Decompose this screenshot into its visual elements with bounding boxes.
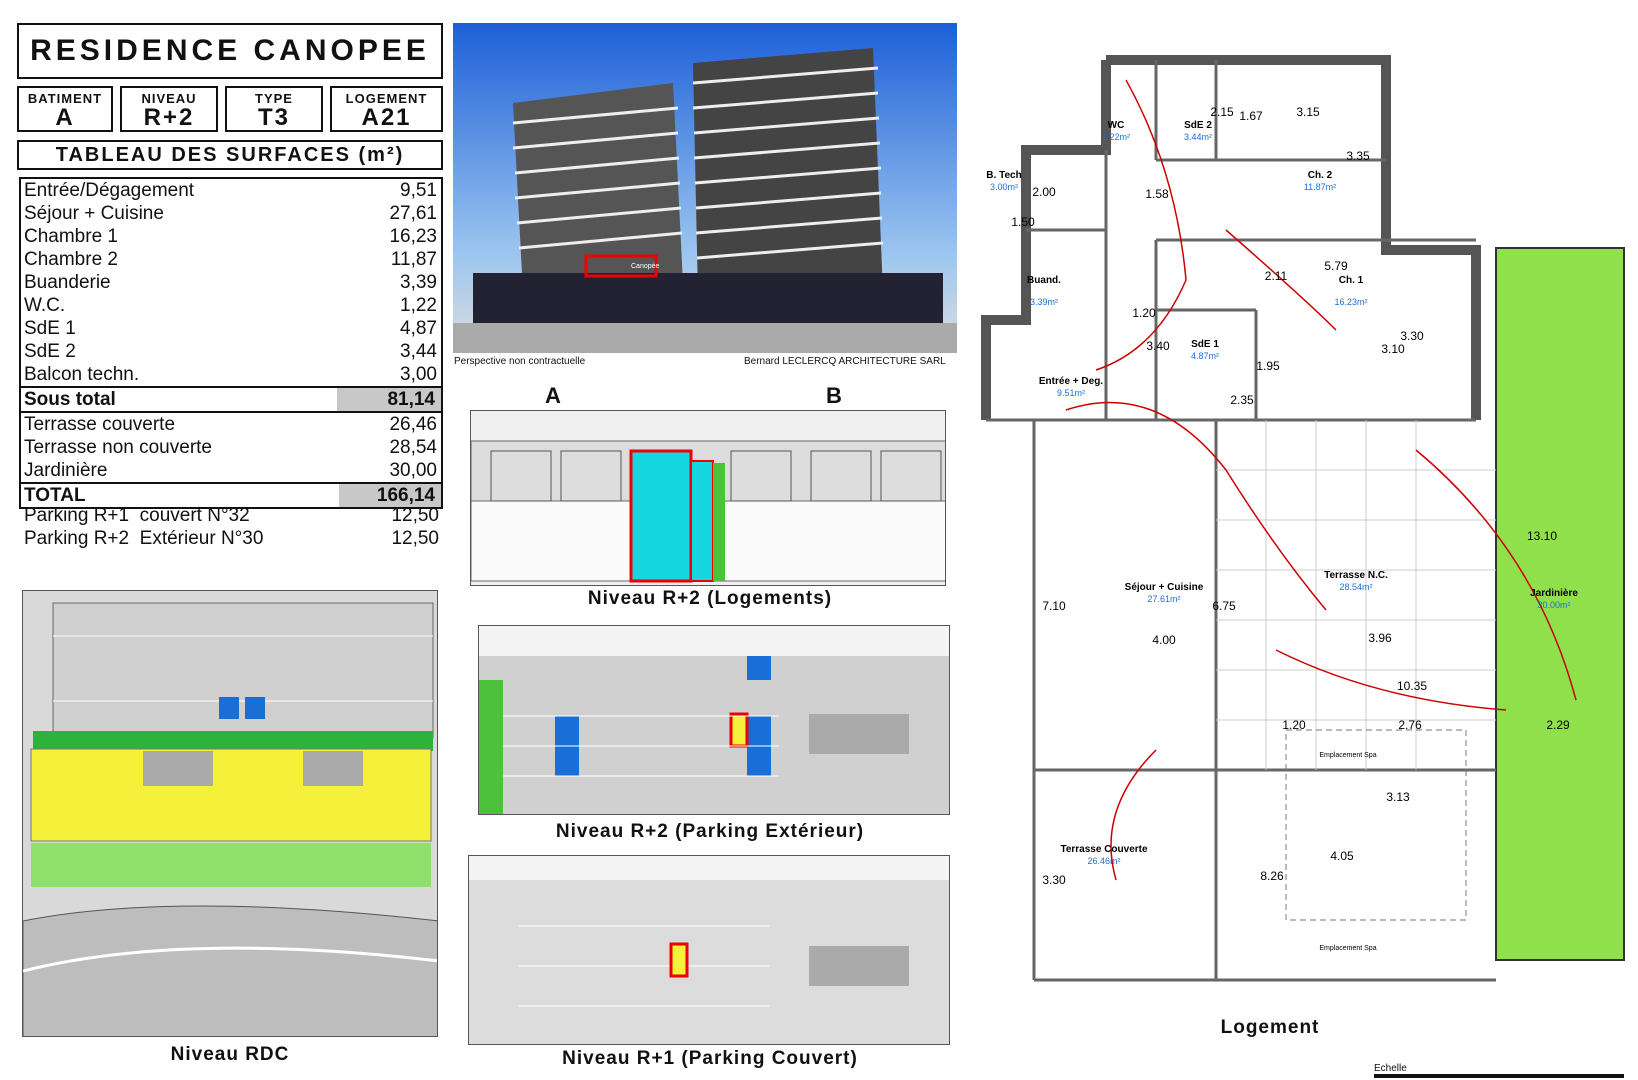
room-label-btech: B. Tech	[986, 170, 1022, 181]
dim: 3.96	[1368, 631, 1392, 645]
room-area: 1,22	[400, 295, 437, 316]
room-name: Chambre 2	[24, 249, 118, 270]
room-label-terrasse-couverte: Terrasse Couverte	[1060, 844, 1148, 855]
dim: 3.35	[1346, 149, 1370, 163]
subtotal-row	[21, 386, 441, 413]
r2-parking-caption: Niveau R+2 (Parking Extérieur)	[555, 821, 865, 842]
info-label: LOGEMENT	[345, 91, 428, 106]
table-row	[21, 294, 441, 317]
dim: 3.15	[1296, 105, 1320, 119]
room-area-buand: 3.39m²	[1029, 297, 1059, 307]
info-type	[225, 86, 323, 132]
room-label-ch1: Ch. 1	[1338, 275, 1364, 286]
table-row	[21, 317, 441, 340]
dim: 6.75	[1212, 599, 1236, 613]
building-sign: Canopée	[631, 263, 660, 270]
room-name: Chambre 1	[24, 226, 118, 247]
table-row	[21, 436, 441, 459]
scale-bar	[1374, 1074, 1624, 1078]
room-area-wc: 1.22m²	[1101, 132, 1131, 142]
r2-logements-caption: Niveau R+2 (Logements)	[587, 588, 833, 609]
room-area-sde1: 4.87m²	[1190, 351, 1220, 361]
room-area: 11,87	[390, 249, 437, 270]
dim: 1.67	[1239, 109, 1263, 123]
rdc-caption: Niveau RDC	[170, 1044, 290, 1065]
room-name: Balcon techn.	[24, 364, 140, 385]
building-illustration	[453, 23, 957, 353]
floorplan-drawing	[976, 50, 1631, 1030]
rdc-plan-drawing	[23, 591, 438, 1037]
r1-parking-caption: Niveau R+1 (Parking Couvert)	[562, 1048, 858, 1069]
info-logement	[330, 86, 443, 132]
room-label-buand: Buand.	[1027, 275, 1061, 286]
room-label-sde1: SdE 1	[1191, 339, 1219, 350]
r2-parking-plan	[478, 625, 950, 815]
dim: 2.15	[1210, 105, 1234, 119]
room-name: Terrasse couverte	[24, 414, 176, 435]
room-name: SdE 1	[24, 318, 76, 339]
table-row	[21, 413, 441, 436]
room-name: Entrée/Dégagement	[24, 180, 195, 201]
table-row	[21, 248, 441, 271]
parking-row	[24, 527, 439, 550]
table-row	[21, 225, 441, 248]
residence-title: RESIDENCE CANOPEE	[17, 23, 443, 79]
room-area: 27,61	[389, 203, 437, 224]
surfaces-table	[19, 177, 443, 509]
room-name: Séjour + Cuisine	[24, 203, 164, 224]
photo-caption-left: Perspective non contractuelle	[454, 356, 586, 367]
spa-note: Emplacement Spa	[1319, 945, 1377, 952]
dim: 1.20	[1132, 306, 1156, 320]
room-name: Terrasse non couverte	[24, 437, 212, 458]
room-name: Jardinière	[24, 460, 108, 481]
room-area-sejour: 27.61m²	[1147, 594, 1181, 604]
room-name: Buanderie	[24, 272, 111, 293]
building-b-label: B	[826, 383, 843, 408]
dim: 3.30	[1400, 329, 1424, 343]
info-value: T3	[257, 104, 290, 131]
info-label: TYPE	[255, 91, 293, 106]
dim: 2.35	[1230, 393, 1254, 407]
room-name: W.C.	[24, 295, 66, 316]
room-area-ch2: 11.87m²	[1303, 182, 1337, 192]
dim: 4.05	[1330, 849, 1354, 863]
room-label-terrasse-nc: Terrasse N.C.	[1324, 570, 1388, 581]
table-row	[21, 202, 441, 225]
r2-logements-drawing	[471, 411, 946, 586]
table-row	[21, 340, 441, 363]
dim: 2.29	[1546, 718, 1570, 732]
info-label: BATIMENT	[27, 91, 103, 106]
building-a-label: A	[545, 383, 562, 408]
dim: 1.95	[1256, 359, 1280, 373]
dim: 1.20	[1282, 718, 1306, 732]
room-area: 30,00	[389, 460, 437, 481]
r2-parking-drawing	[479, 626, 950, 815]
dim: 4.00	[1152, 633, 1176, 647]
parking-name: Parking R+1 couvert N°32	[24, 505, 250, 526]
dim: 8.26	[1260, 869, 1284, 883]
scale-label: Echelle	[1374, 1063, 1407, 1074]
dim: 5.79	[1324, 259, 1348, 273]
room-area-terrasse-nc: 28.54m²	[1339, 582, 1373, 592]
table-row	[21, 459, 441, 482]
dim: 2.11	[1264, 269, 1288, 283]
building-perspective-image	[453, 23, 957, 353]
room-area: 3,44	[400, 341, 437, 362]
parking-area: 12,50	[391, 505, 439, 526]
parking-area: 12,50	[391, 528, 439, 549]
room-area: 4,87	[400, 318, 437, 339]
room-label-entree: Entrée + Deg.	[1038, 376, 1104, 387]
room-label-wc: WC	[1107, 120, 1125, 131]
dim: 1.58	[1145, 187, 1169, 201]
room-area: 3,00	[400, 364, 437, 385]
room-area: 3,39	[400, 272, 437, 293]
room-label-sejour: Séjour + Cuisine	[1124, 582, 1204, 593]
info-batiment	[17, 86, 113, 132]
room-area: 28,54	[389, 437, 437, 458]
logement-caption: Logement	[1220, 1017, 1320, 1038]
total-value: 166,14	[339, 484, 441, 507]
r1-parking-plan	[468, 855, 950, 1045]
info-value: R+2	[143, 104, 195, 131]
room-label-ch2: Ch. 2	[1307, 170, 1333, 181]
info-niveau	[120, 86, 218, 132]
table-row	[21, 363, 441, 386]
spa-note: Emplacement Spa	[1319, 752, 1377, 759]
subtotal-label: Sous total	[24, 389, 116, 410]
room-area: 9,51	[400, 180, 437, 201]
table-row	[21, 179, 441, 202]
r2-logements-plan	[470, 410, 946, 586]
room-area-sde2: 3.44m²	[1183, 132, 1213, 142]
dim: 3.40	[1146, 339, 1170, 353]
parking-row	[24, 504, 439, 527]
dim: 3.13	[1386, 790, 1410, 804]
info-value: A	[55, 104, 75, 131]
room-area-btech: 3.00m²	[989, 182, 1019, 192]
info-label: NIVEAU	[141, 91, 197, 106]
subtotal-value: 81,14	[337, 388, 441, 411]
room-label-jardiniere: Jardinière	[1530, 588, 1578, 599]
room-label-sde2: SdE 2	[1184, 120, 1212, 131]
dim: 13.10	[1526, 529, 1558, 543]
room-area: 26,46	[389, 414, 437, 435]
rdc-plan	[22, 590, 438, 1037]
parking-list	[24, 504, 439, 550]
room-name: SdE 2	[24, 341, 76, 362]
room-area-terrasse-couverte: 26.46m²	[1087, 856, 1121, 866]
room-area-entree: 9.51m²	[1056, 388, 1086, 398]
room-area-jardiniere: 30.00m²	[1537, 600, 1571, 610]
dim: 1.50	[1011, 215, 1035, 229]
surfaces-table-title: TABLEAU DES SURFACES (m²)	[17, 140, 443, 170]
apartment-floorplan	[976, 50, 1631, 1030]
photo-caption-right: Bernard LECLERCQ ARCHITECTURE SARL	[744, 356, 946, 367]
table-row	[21, 271, 441, 294]
room-area-ch1: 16.23m²	[1334, 297, 1368, 307]
room-area: 16,23	[389, 226, 437, 247]
parking-name: Parking R+2 Extérieur N°30	[24, 528, 264, 549]
r1-parking-drawing	[469, 856, 950, 1045]
dim: 3.10	[1381, 342, 1405, 356]
dim: 3.30	[1042, 873, 1066, 887]
dim: 10.35	[1396, 679, 1428, 693]
info-value: A21	[361, 104, 412, 131]
dim: 2.00	[1032, 185, 1056, 199]
total-label: TOTAL	[24, 485, 86, 506]
dim: 2.76	[1398, 718, 1422, 732]
dim: 7.10	[1042, 599, 1066, 613]
